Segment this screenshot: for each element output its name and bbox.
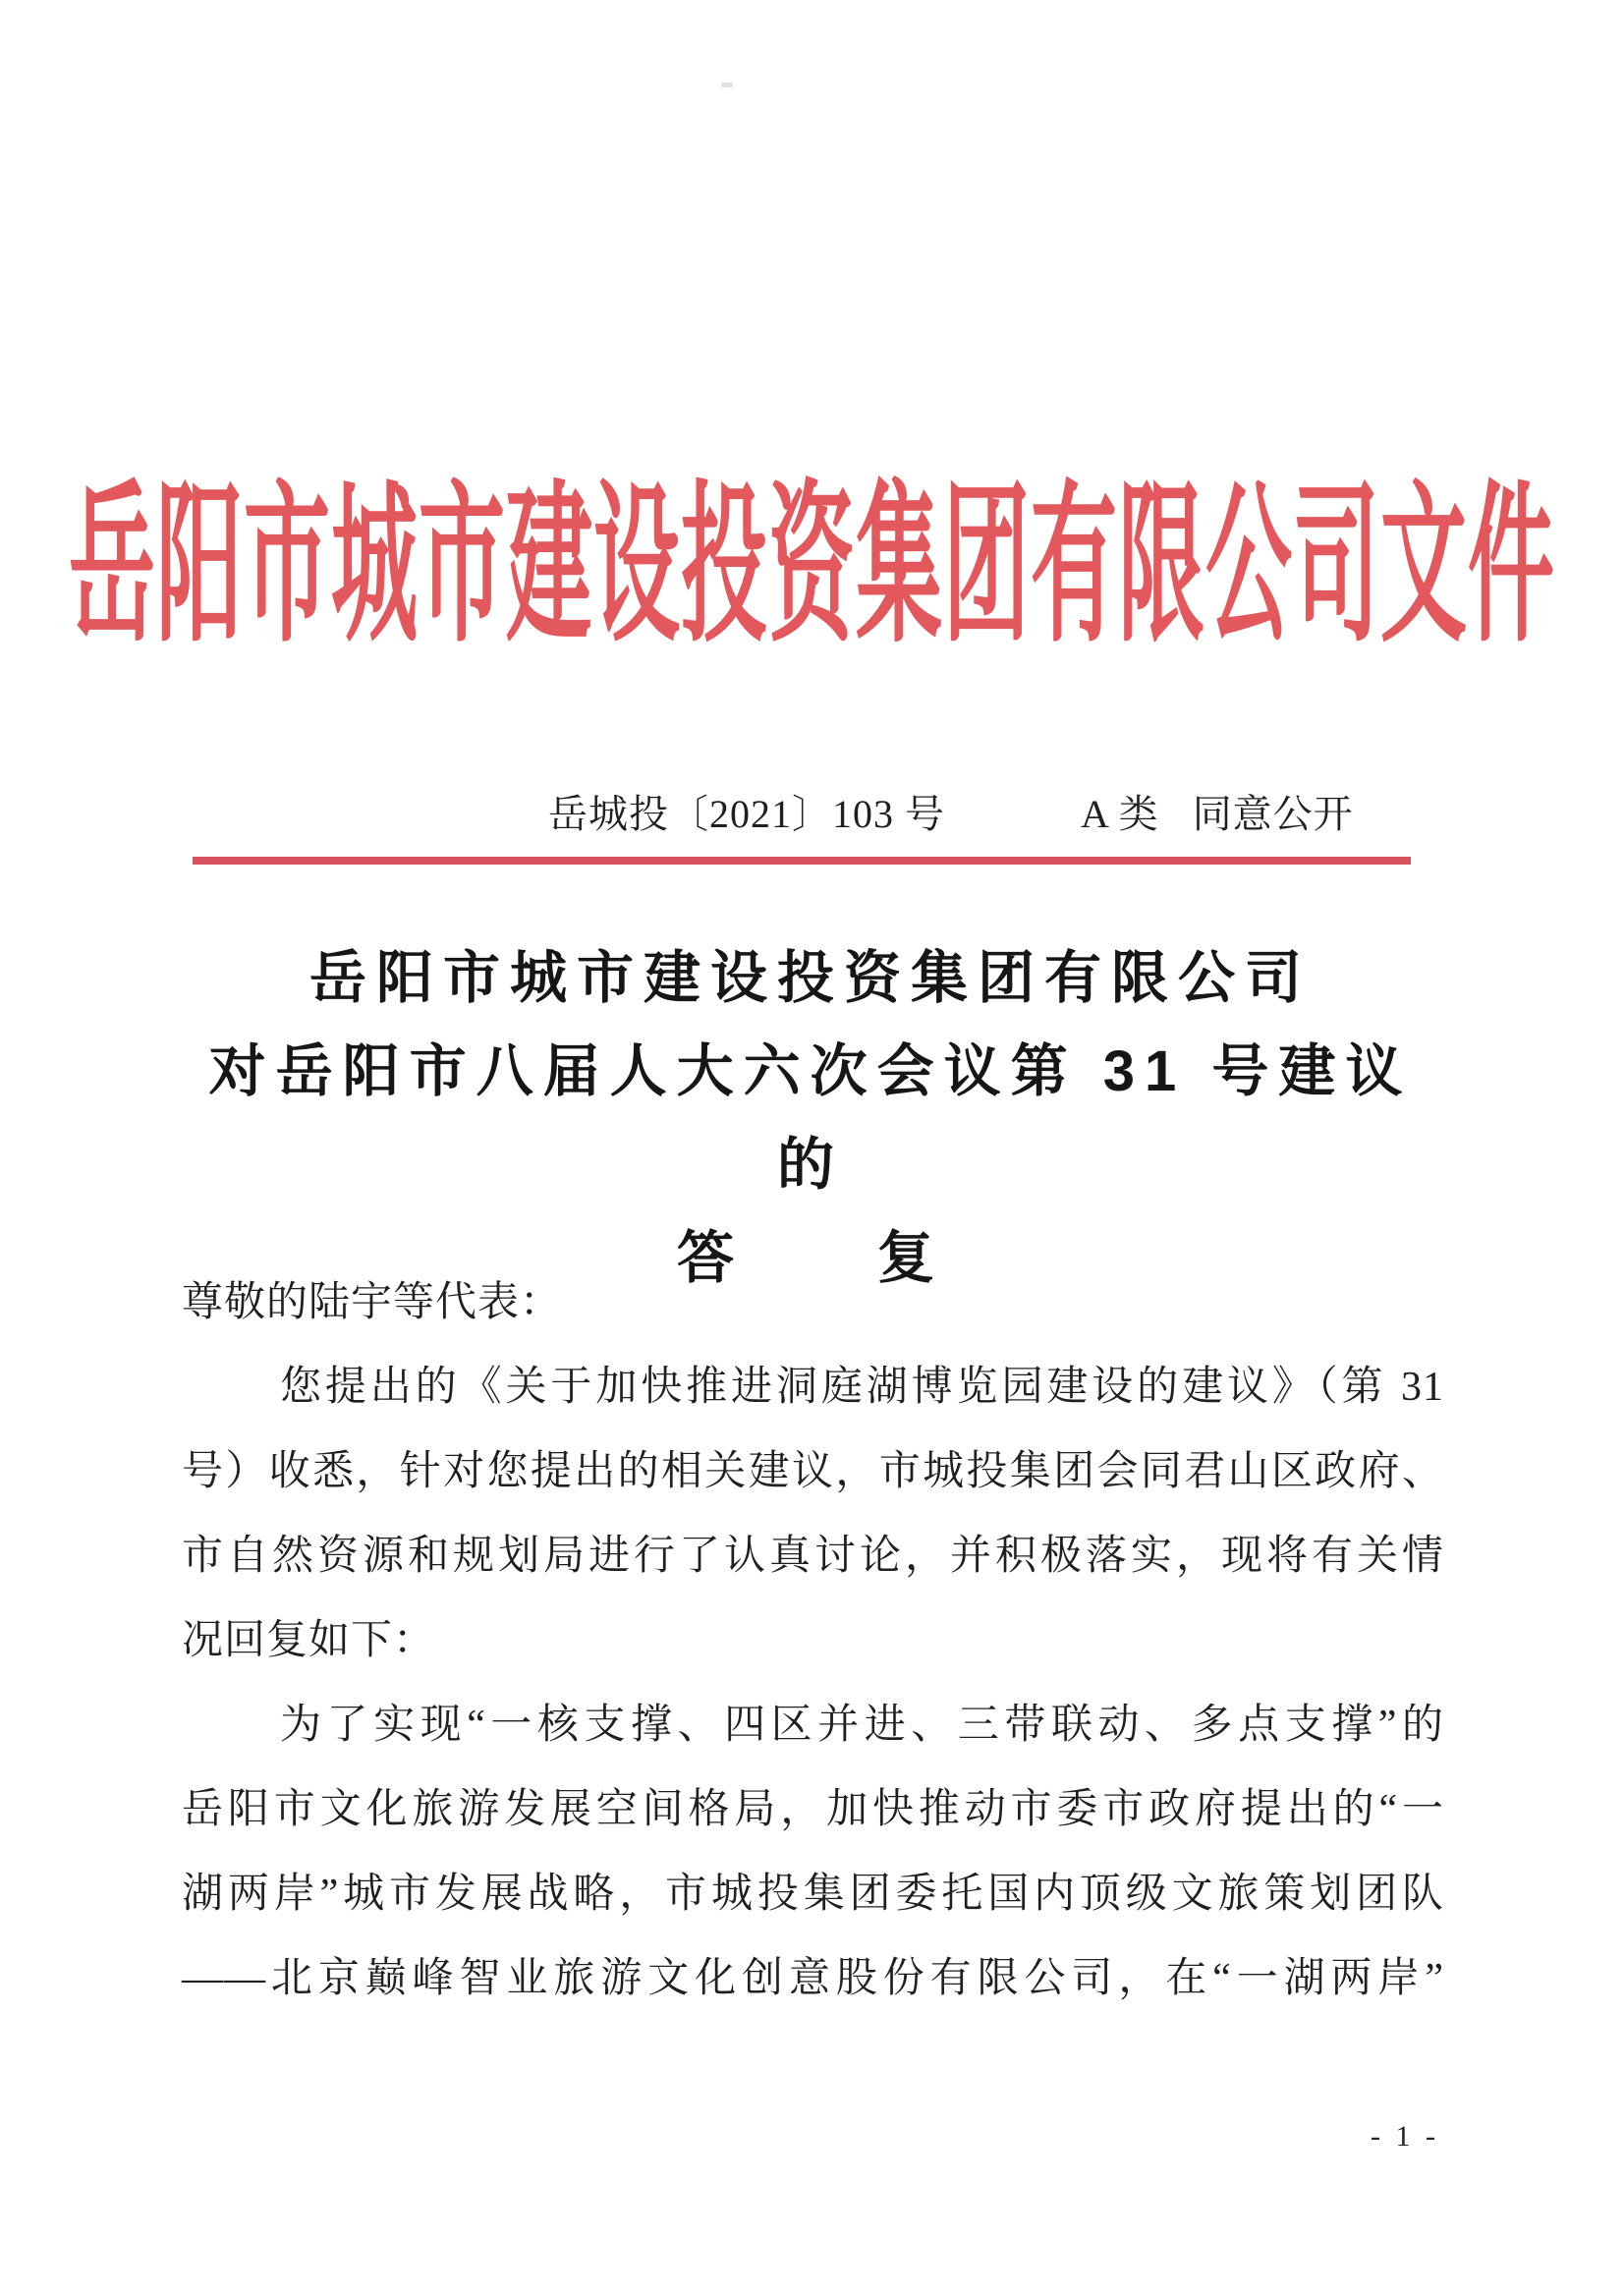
title-line-3: 答 复: [676, 1226, 944, 1290]
scan-artifact: [721, 83, 733, 87]
red-divider-rule: [193, 857, 1411, 865]
para2-line-4: ——北京巅峰智业旅游文化创意股份有限公司，在“一湖两岸”: [182, 1956, 1444, 2001]
classification-label: A 类: [1081, 792, 1159, 836]
para1-line-3: 市自然资源和规划局进行了认真讨论，并积极落实，现将有关情: [182, 1534, 1444, 1579]
body-text: [182, 1260, 1444, 2021]
publicity-label: 同意公开: [1192, 792, 1354, 836]
para1-line-4: 况回复如下：: [182, 1618, 436, 1663]
page-number: - 1 -: [1371, 2120, 1439, 2153]
para2-line-3: 湖两岸”城市发展战略，市城投集团委托国内顶级文旅策划团队: [182, 1872, 1444, 1917]
document-title: [177, 931, 1444, 1305]
doc-number: 岳城投〔2021〕103 号: [548, 792, 945, 836]
title-line-1: 岳阳市城市建设投资集团有限公司: [308, 946, 1312, 1010]
para1-line-1: 您提出的《关于加快推进洞庭湖博览园建设的建议》（第 31: [280, 1365, 1444, 1410]
para1-line-2: 号）收悉，针对您提出的相关建议，市城投集团会同君山区政府、: [182, 1449, 1444, 1494]
masthead-title: 岳阳市城市建设投资集团有限公司文件: [68, 474, 1555, 664]
title-line-2: 对岳阳市八届人大六次会议第 31 号建议的: [208, 1039, 1413, 1197]
salutation: 尊敬的陆宇等代表：: [182, 1280, 563, 1325]
para2-line-2: 岳阳市文化旅游发展空间格局，加快推动市委市政府提出的“一: [182, 1787, 1444, 1832]
para2-line-1: 为了实现“一核支撑、四区并进、三带联动、多点支撑”的: [280, 1703, 1444, 1748]
doc-number-row: [177, 783, 1444, 839]
